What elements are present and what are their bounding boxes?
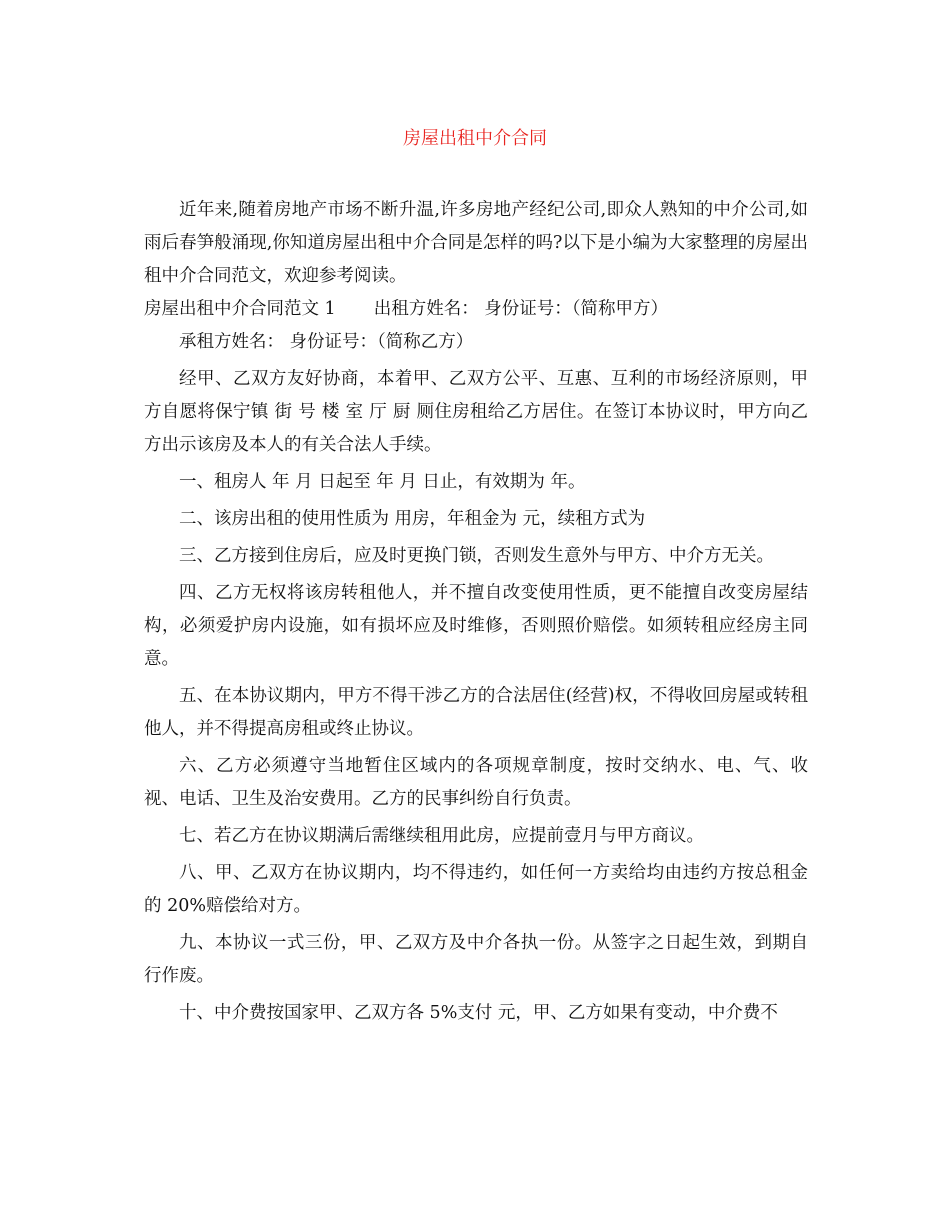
clause-7: 七、若乙方在协议期满后需继续租用此房，应提前壹月与甲方商议。 (179, 826, 704, 846)
clause-9: 九、本协议一式三份，甲、乙双方及中介各执一份。从签字之日起生效，到期自行作废。 (144, 933, 808, 986)
clause-10: 十、中介费按国家甲、乙双方各 5%支付 元，甲、乙方如果有变动，中介费不 (179, 1003, 778, 1023)
clause-2: 二、该房出租的使用性质为 用房，年租金为 元，续租方式为 (179, 509, 646, 529)
clause-8: 八、甲、乙双方在协议期内，均不得违约，如任何一方卖给均由违约方按总租金的 20%赔偿给对方。 (144, 863, 808, 916)
clause-5: 五、在本协议期内，甲方不得干涉乙方的合法居住(经营)权，不得收回房屋或转租他人，并不得提高房租或终止协议。 (144, 686, 808, 739)
document-title: 房屋出租中介合同 (403, 128, 547, 149)
clause-4: 四、乙方无权将该房转租他人，并不擅自改变使用性质，更不能擅自改变房屋结构，必须爱护房内设施，如有损坏应及时维修，否则照价赔偿。如须转租应经房主同意。 (144, 583, 808, 669)
intro-paragraph: 近年来,随着房地产市场不断升温,许多房地产经纪公司,即众人熟知的中介公司,如雨后春笋般涌现,你知道房屋出租中介合同是怎样的吗?以下是小编为大家整理的房屋出租中介合同范文，欢迎参考阅读。 (144, 200, 808, 286)
preamble-paragraph: 经甲、乙双方友好协商，本着甲、乙双方公平、互惠、互利的市场经济原则，甲方自愿将保宁镇 街 号 楼 室 厅 厨 厕住房租给乙方居住。在签订本协议时，甲方向乙方出示该房及本人的有关合法人手续。 (144, 369, 808, 455)
clause-1: 一、租房人 年 月 日起至 年 月 日止，有效期为 年。 (179, 472, 586, 492)
lessor-line: 出租方姓名： 身份证号：（简称甲方） (373, 299, 669, 319)
section-heading: 房屋出租中介合同范文 1 (144, 299, 336, 319)
clause-3: 三、乙方接到住房后，应及时更换门锁，否则发生意外与甲方、中介方无关。 (179, 546, 774, 566)
section-heading-line (144, 293, 808, 326)
document-body (144, 194, 808, 1030)
lessee-line: 承租方姓名： 身份证号：（简称乙方） (179, 332, 474, 352)
clause-6: 六、乙方必须遵守当地暂住区域内的各项规章制度，按时交纳水、电、气、收视、电话、卫生及治安费用。乙方的民事纠纷自行负责。 (144, 756, 808, 809)
